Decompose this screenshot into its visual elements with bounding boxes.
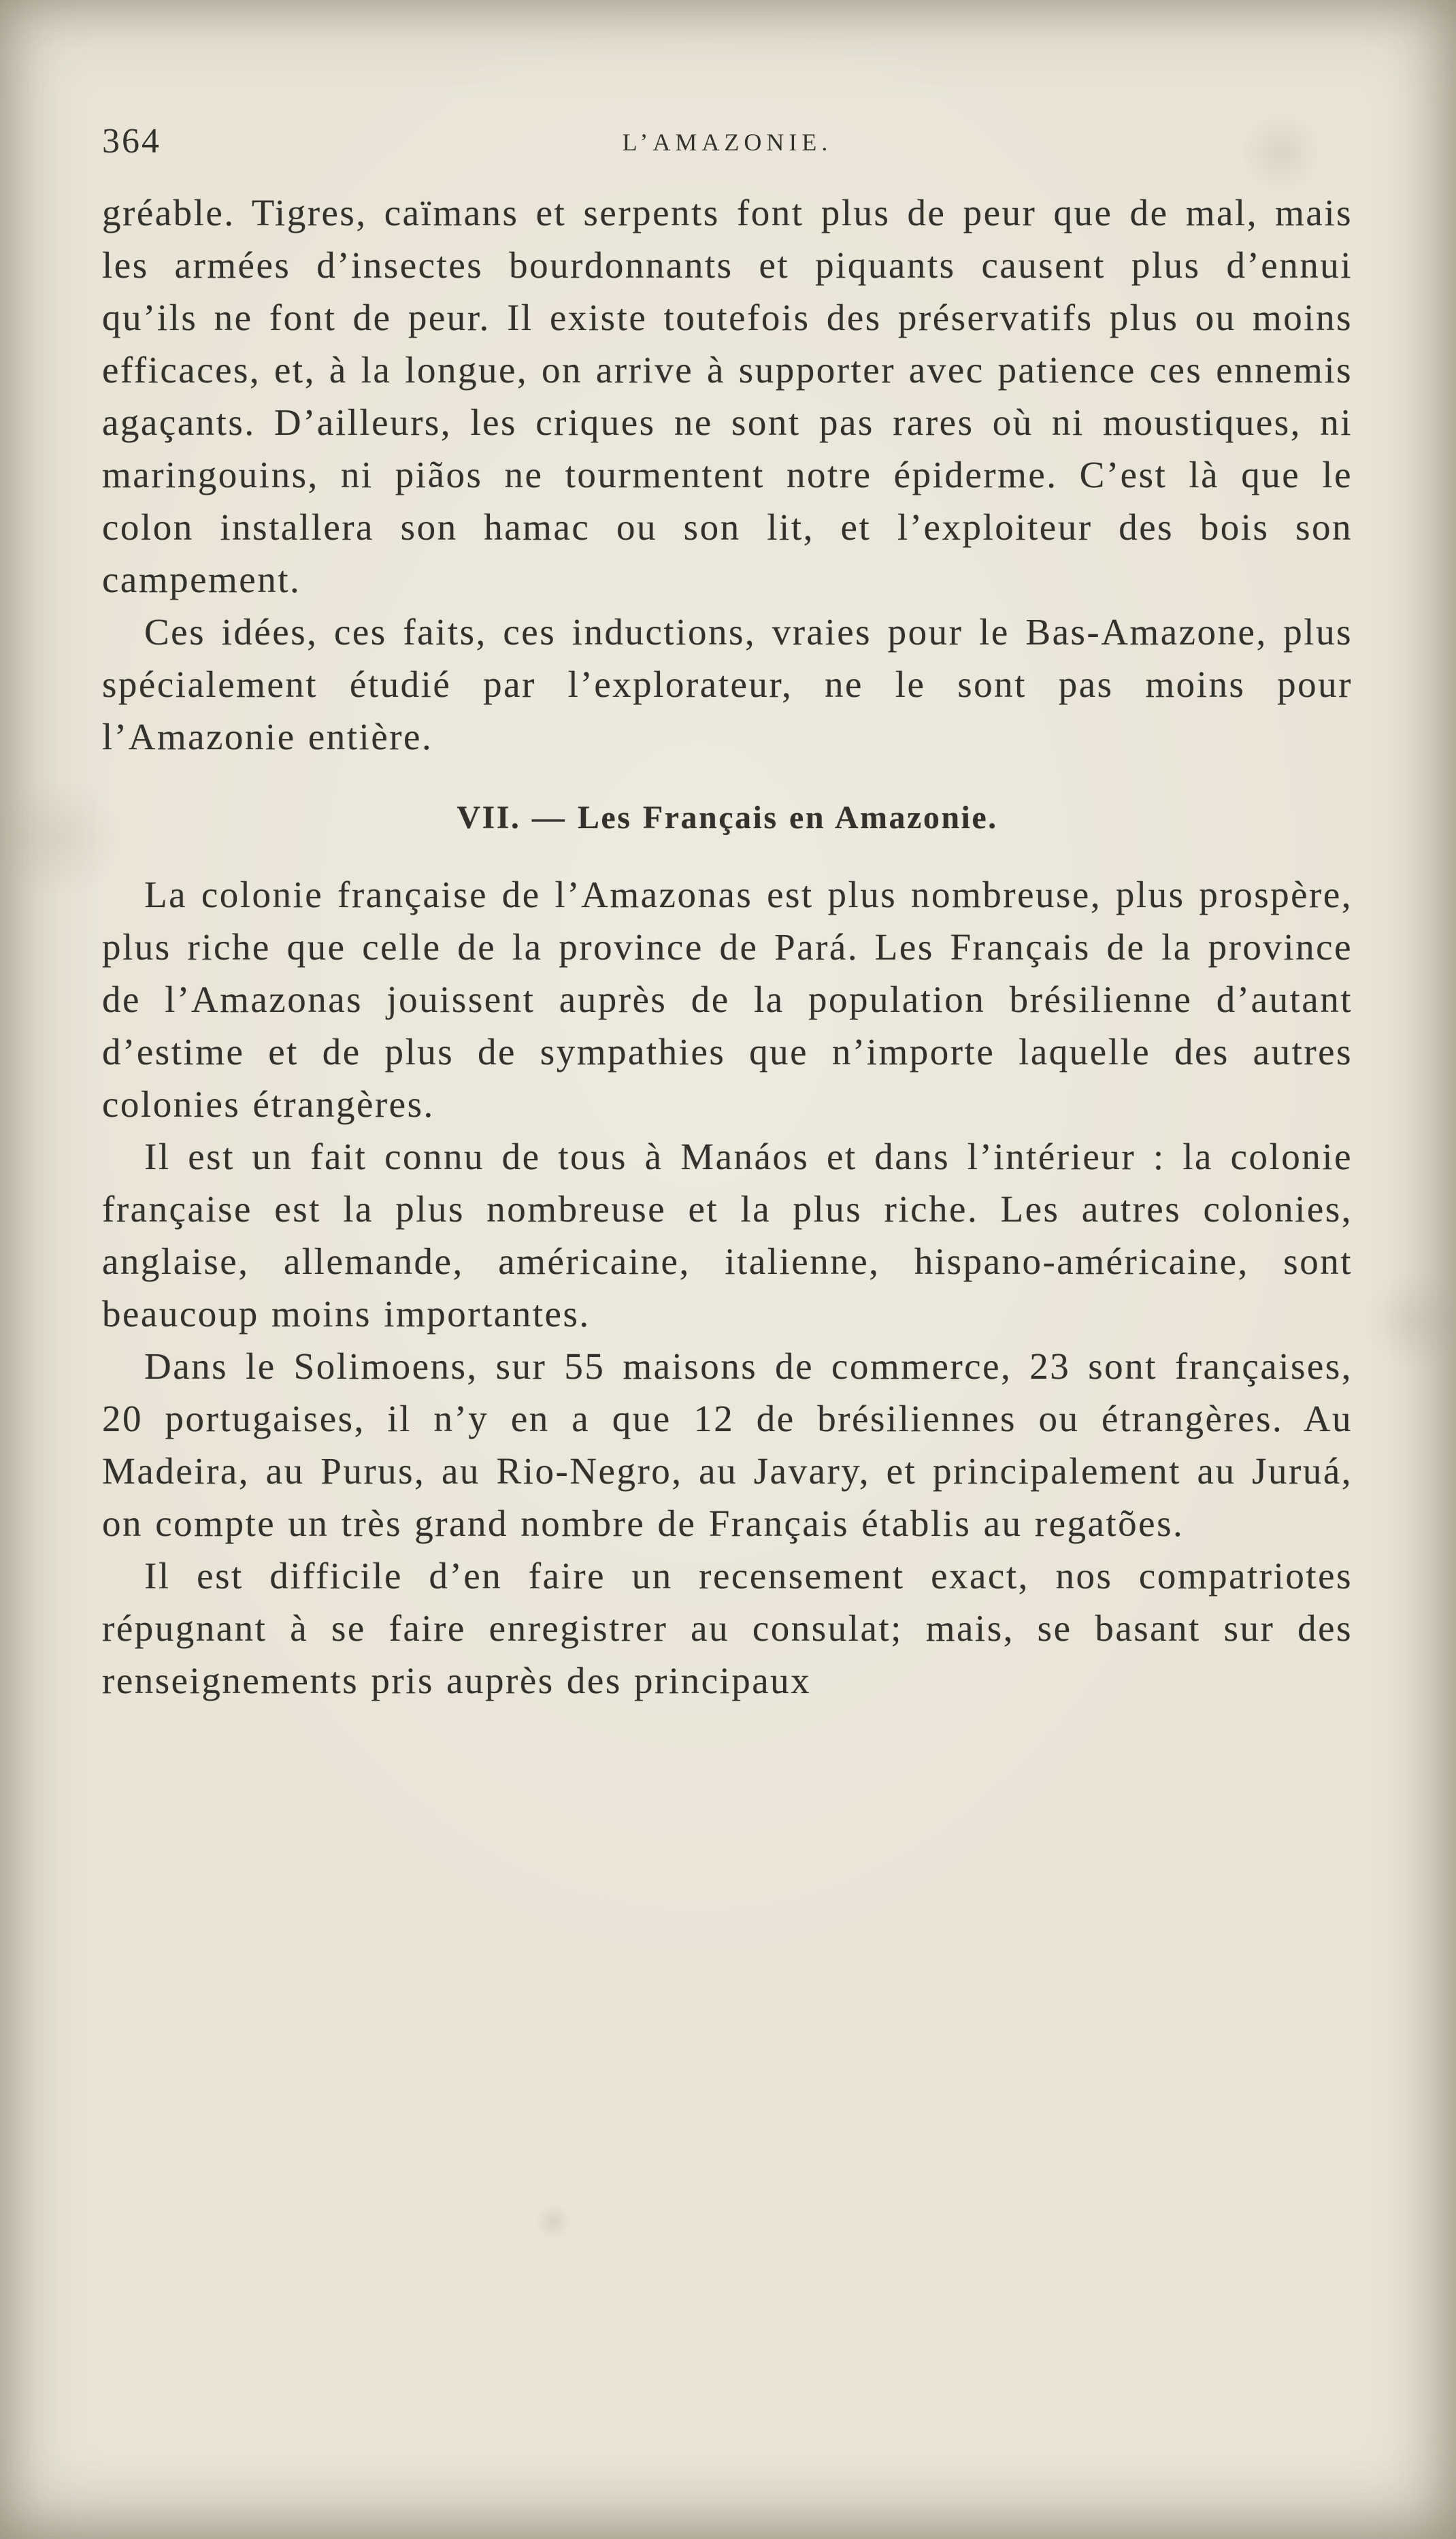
paragraph-continuation: gréable. Tigres, caïmans et serpents font plus de peur que de mal, mais les armées d’insectes bourdonnants et piquants causent plus d’ennui qu’ils ne font de peur. Il existe toutefois des préservatifs plus ou moins efficaces, et, à la longue, on arrive à supporter avec patience ces ennemis agaçants. D’ailleurs, les criques ne sont pas rares où ni moustiques, ni maringouins, ni piãos ne tourmentent notre épiderme. C’est là que le colon installera son hamac ou son lit, et l’exploiteur des bois son campement. [102, 192, 1353, 600]
text-block [102, 186, 1353, 1707]
page-header [102, 121, 1353, 169]
running-title: L’AMAZONIE. [622, 129, 833, 156]
paragraph: Dans le Solimoens, sur 55 maisons de commerce, 23 sont françaises, 20 portugaises, il n’y en a que 12 de brésiliennes ou étrangères. Au Madeira, au Purus, au Rio-Negro, au Javary, et principalement au Juruá, on compte un très grand nombre de Français établis au regatões. [102, 1345, 1353, 1544]
page-number: 364 [102, 122, 161, 161]
paragraph: Ces idées, ces faits, ces inductions, vraies pour le Bas-Amazone, plus spécialement étudié par l’explorateur, ne le sont pas moins pour l’Amazonie entière. [102, 611, 1353, 757]
page-content [102, 121, 1353, 1707]
paragraph: Il est un fait connu de tous à Manáos et dans l’intérieur : la colonie française est la plus nombreuse et la plus riche. Les autres colonies, anglaise, allemande, américaine, italienne, hispano-américaine, sont beaucoup moins importantes. [102, 1136, 1353, 1334]
paragraph: Il est difficile d’en faire un recensement exact, nos compatriotes répugnant à se faire enregistrer au consulat; mais, se basant sur des renseignements pris auprès des principaux [102, 1555, 1353, 1701]
section-heading: VII. — Les Français en Amazonie. [457, 800, 998, 836]
paragraph: La colonie française de l’Amazonas est plus nombreuse, plus prospère, plus riche que celle de la province de Pará. Les Français de la province de l’Amazonas jouissent auprès de la population brésilienne d’autant d’estime et de plus de sympathies que n’importe laquelle des autres colonies étrangères. [102, 874, 1353, 1125]
